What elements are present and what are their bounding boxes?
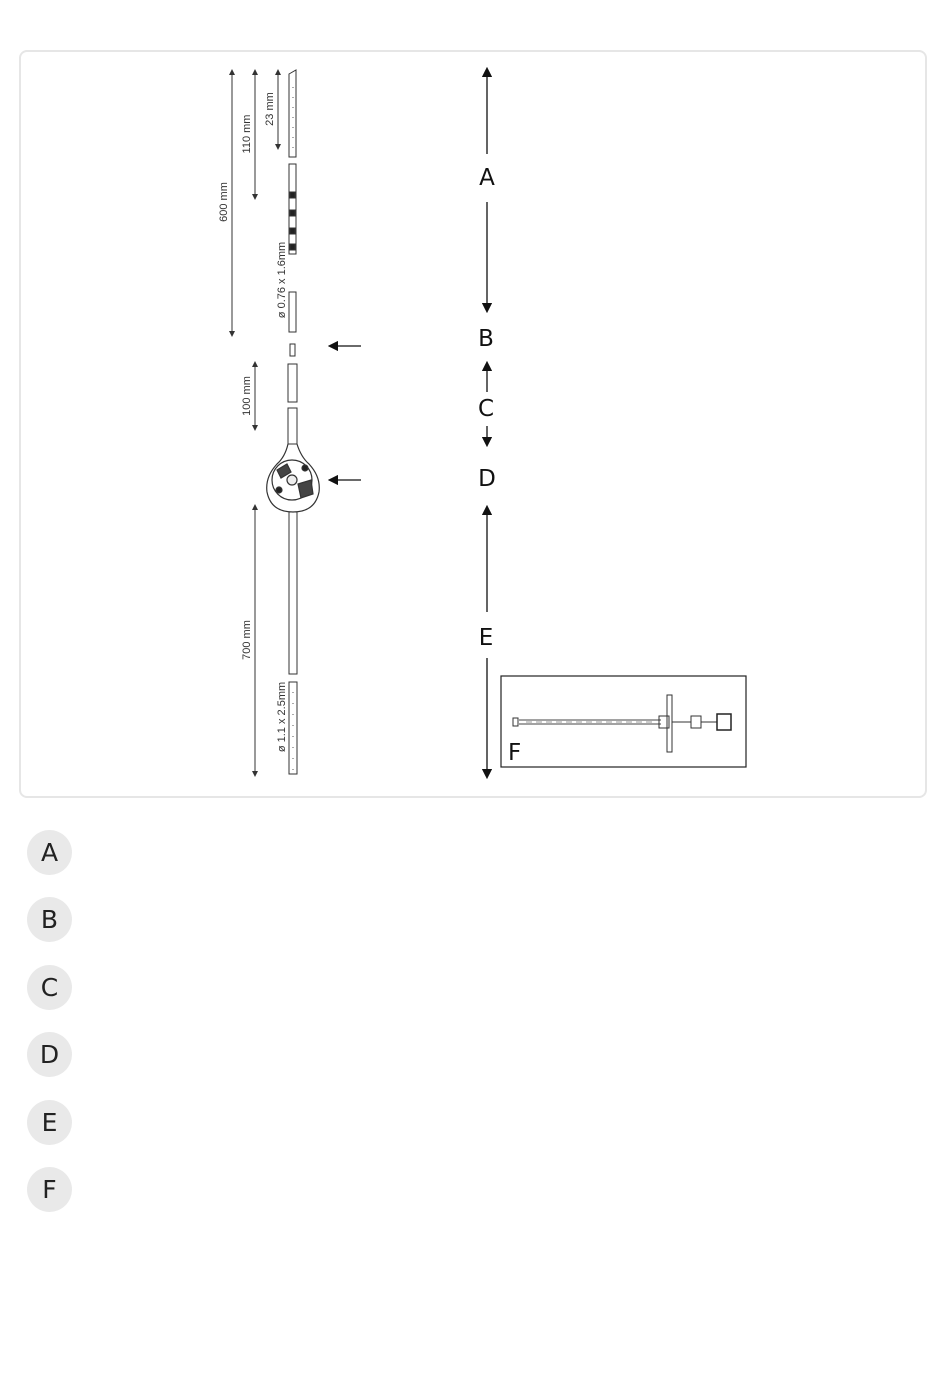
connector-b (290, 344, 295, 356)
label-d: D (478, 466, 496, 492)
option-bubble[interactable]: E (27, 1100, 72, 1145)
label-a: A (479, 165, 495, 191)
label-f: F (508, 740, 522, 766)
svg-text:23 mm: 23 mm (264, 92, 276, 126)
label-e: E (478, 625, 494, 651)
segment-c (288, 364, 297, 444)
inset-f (501, 676, 746, 767)
option-e[interactable] (27, 1099, 427, 1145)
option-f[interactable] (27, 1167, 427, 1213)
option-bubble[interactable]: B (27, 897, 72, 942)
option-bubble[interactable]: C (27, 965, 72, 1010)
dimension-110 (241, 72, 255, 197)
svg-text:600 mm: 600 mm (218, 182, 230, 222)
diagram-card (19, 50, 927, 798)
dimension-600 (218, 72, 232, 334)
dimension-11: ø 1.1 x 2.5mm (276, 681, 288, 753)
option-d[interactable] (27, 1032, 427, 1078)
dimension-100 (241, 364, 255, 428)
dimension-700 (241, 507, 255, 774)
answer-options (27, 829, 427, 1234)
option-a[interactable] (27, 829, 427, 875)
label-b: B (478, 326, 494, 352)
option-c[interactable] (27, 964, 427, 1010)
dimension-23 (264, 72, 278, 147)
option-bubble[interactable]: D (27, 1032, 72, 1077)
device-d (267, 444, 320, 512)
dimension-076: ø 0.76 x 1.6mm (276, 241, 288, 319)
option-bubble[interactable]: F (27, 1167, 72, 1212)
svg-text:110 mm: 110 mm (241, 114, 253, 154)
catheter-diagram (21, 52, 929, 800)
option-bubble[interactable]: A (27, 830, 72, 875)
option-b[interactable] (27, 897, 427, 943)
svg-text:100 mm: 100 mm (241, 376, 253, 416)
catheter-tip (289, 70, 296, 332)
segment-e (289, 512, 297, 774)
label-c: C (477, 396, 495, 422)
svg-text:700 mm: 700 mm (241, 620, 253, 660)
